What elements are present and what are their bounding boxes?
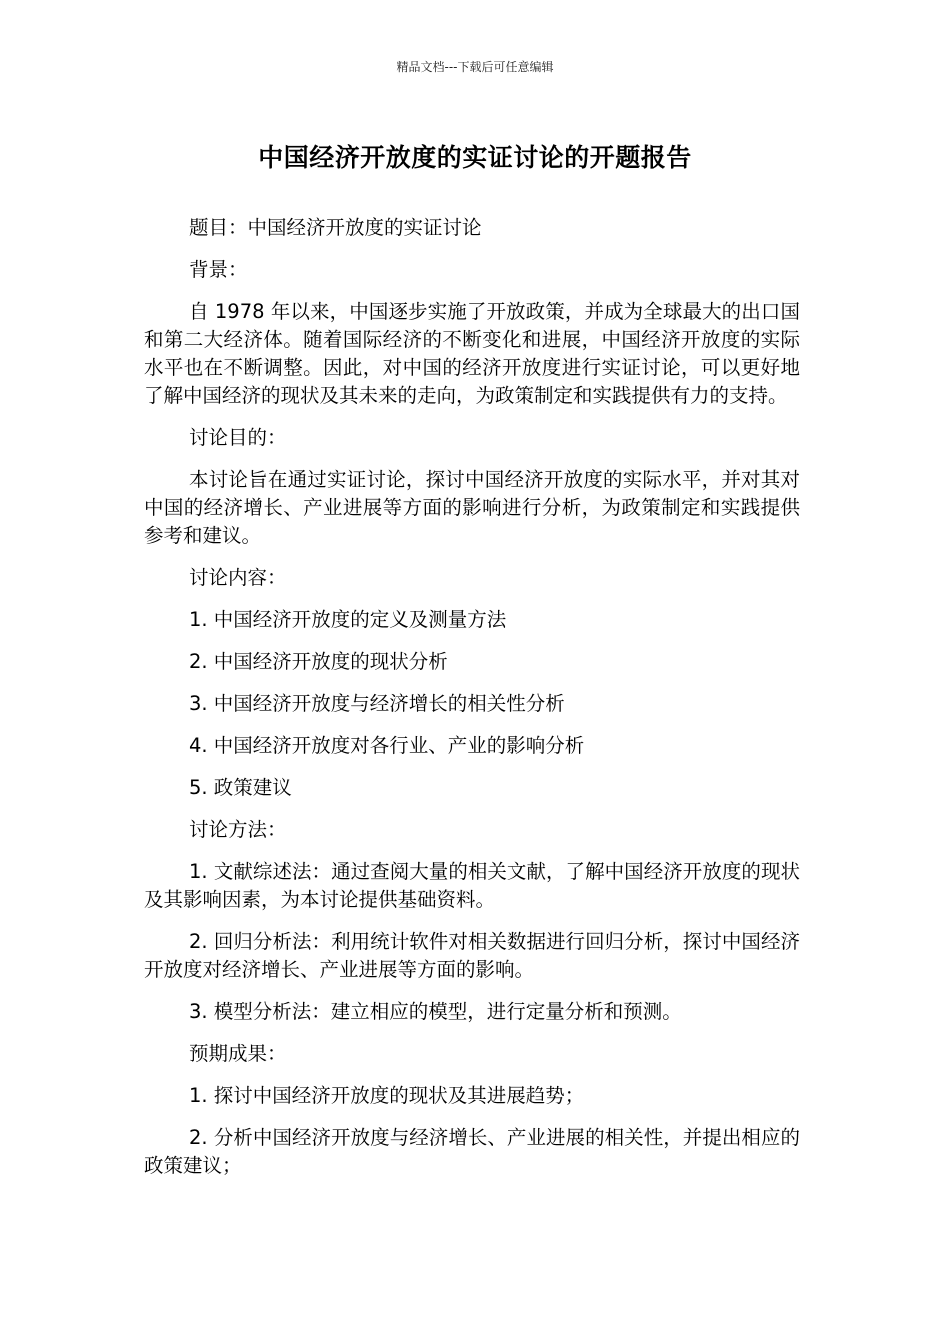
paragraph-content-heading: 讨论内容： — [189, 566, 287, 589]
method-list-item: 2. 回归分析法：利用统计软件对相关数据进行回归分析，探讨中国经济开放度对经济增长、产业进展等方面的影响。 — [144, 930, 800, 981]
results-list-item: 2. 分析中国经济开放度与经济增长、产业进展的相关性，并提出相应的政策建议； — [144, 1126, 800, 1177]
method-list-item: 3. 模型分析法：建立相应的模型，进行定量分析和预测。 — [189, 1000, 682, 1023]
document-title: 中国经济开放度的实证讨论的开题报告 — [258, 143, 692, 172]
paragraph-results-heading: 预期成果： — [189, 1042, 287, 1065]
paragraph-purpose-heading: 讨论目的： — [189, 426, 287, 449]
content-list-item: 1. 中国经济开放度的定义及测量方法 — [189, 608, 507, 631]
results-list-item: 1. 探讨中国经济开放度的现状及其进展趋势； — [189, 1084, 585, 1107]
document-body — [144, 214, 800, 1194]
paragraph-purpose-text: 本讨论旨在通过实证讨论，探讨中国经济开放度的实际水平，并对其对中国的经济增长、产业进展等方面的影响进行分析，为政策制定和实践提供参考和建议。 — [144, 468, 800, 547]
content-list-item: 2. 中国经济开放度的现状分析 — [189, 650, 448, 673]
method-list-item: 1. 文献综述法：通过查阅大量的相关文献，了解中国经济开放度的现状及其影响因素，为本讨论提供基础资料。 — [144, 860, 800, 911]
paragraph-topic: 题目：中国经济开放度的实证讨论 — [189, 216, 482, 239]
content-list-item: 5. 政策建议 — [189, 776, 292, 799]
paragraph-background-text: 自 1978 年以来，中国逐步实施了开放政策，并成为全球最大的出口国和第二大经济体。随着国际经济的不断变化和进展，中国经济开放度的实际水平也在不断调整。因此，对中国的经济开放度进行实证讨论，可以更好地了解中国经济的现状及其未来的走向，为政策制定和实践提供有力的支持。 — [144, 300, 800, 407]
content-list-item: 3. 中国经济开放度与经济增长的相关性分析 — [189, 692, 565, 715]
content-list-item: 4. 中国经济开放度对各行业、产业的影响分析 — [189, 734, 585, 757]
paragraph-method-heading: 讨论方法： — [189, 818, 287, 841]
paragraph-background-heading: 背景： — [189, 258, 248, 281]
header-note: 精品文档---下载后可任意编辑 — [396, 60, 554, 74]
